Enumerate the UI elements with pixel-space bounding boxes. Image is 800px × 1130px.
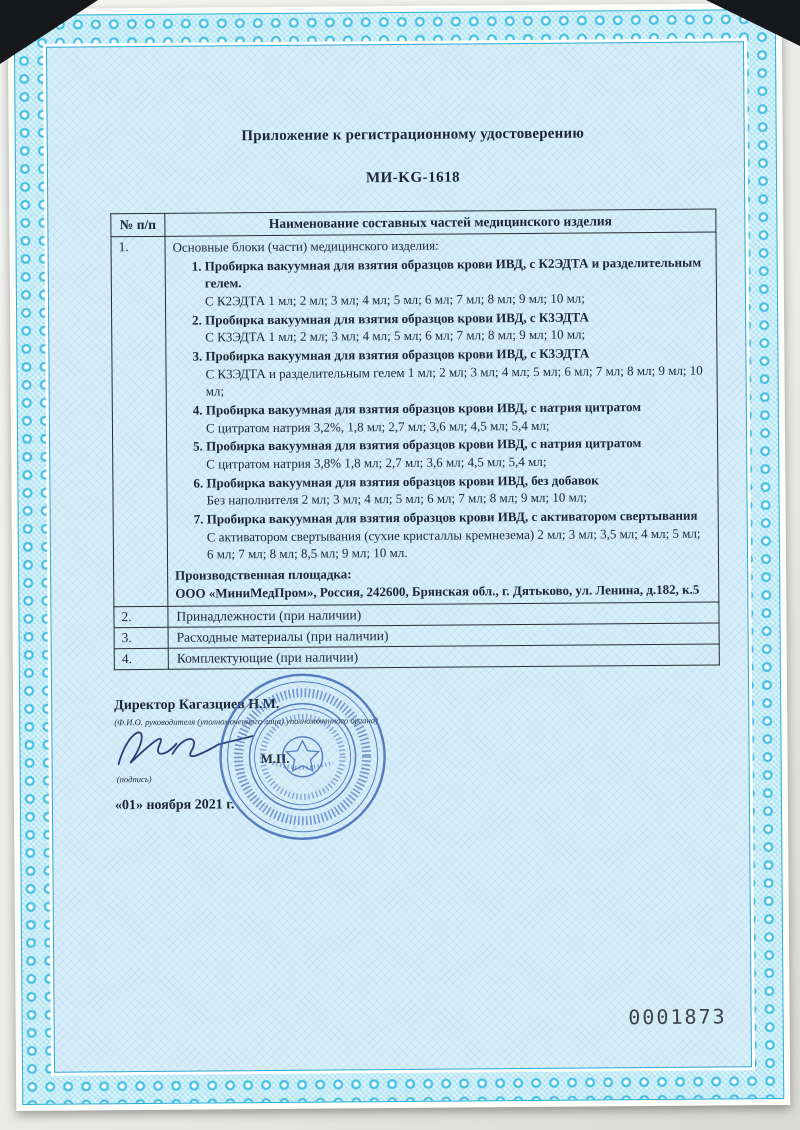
component-title: Пробирка вакуумная для взятия образцов крови ИВД, с натрия цитратом [206,435,642,454]
component-item [205,253,708,310]
signature-block [114,694,721,884]
component-item [206,470,709,509]
serial-number: 0001873 [628,1004,727,1030]
row-content: Комплектующие (при наличии) [168,644,719,669]
component-title: Пробирка вакуумная для взятия образцов крови ИВД, с натрия цитратом [205,399,642,418]
director-name-line: Директор Кагазциев Н.М. [114,697,280,714]
page-title: Приложение к регистрационному удостоверению [241,125,585,145]
component-detail: Без наполнителя 2 мл; 3 мл; 4 мл; 5 мл; 6 мл; 7 мл; 8 мл; 9 мл; 10 мл; [206,489,587,508]
row-content: Принадлежности (при наличии) [168,602,719,627]
component-detail: С цитратом натрия 3,8% 1,8 мл; 2,7 мл; 3,6 мл; 4,5 мл; 5,4 мл; [206,453,547,472]
component-detail: С активатором свертывания (сухие кристаллы кремнезема) 2 мл; 3 мл; 3,5 мл; 4 мл; 5 мл; 6 мл; 7 мл; 8 мл; 8,5 мл; 9 мл; 10 мл. [206,525,701,562]
component-item [207,507,710,564]
component-title: Пробирка вакуумная для взятия образцов крови ИВД, с К3ЭДТА [205,345,590,364]
component-item [206,434,709,473]
component-detail: С К3ЭДТА 1 мл; 2 мл; 3 мл; 4 мл; 5 мл; 6 мл; 7 мл; 8 мл; 9 мл; 10 мл; [205,326,586,345]
component-item [206,398,709,437]
director-caption: (Ф.И.О. руководителя (уполномоченного лица) уполномоченного органа) [114,715,379,728]
component-title: Пробирка вакуумная для взятия образцов крови ИВД, с активатором свертывания [206,507,698,527]
row-number: 1. [111,236,168,607]
table-row [114,644,719,670]
component-detail: С цитратом натрия 3,2%, 1,8 мл; 2,7 мл; 3,6 мл; 4,5 мл; 5,4 мл; [205,417,550,436]
certificate-field [46,41,752,1072]
component-list [173,253,710,564]
component-title: Пробирка вакуумная для взятия образцов крови ИВД, с К3ЭДТА [205,309,589,328]
certificate-number: МИ-KG-1618 [365,169,461,187]
round-seal-stamp [216,671,389,844]
component-detail: С К2ЭДТА 1 мл; 2 мл; 3 мл; 4 мл; 5 мл; 6 мл; 7 мл; 8 мл; 9 мл; 10 мл; [204,290,585,309]
column-header-name: Наименование составных частей медицинского изделия [165,209,716,236]
signature-caption: (подпись) [116,774,152,785]
date-line: «01» ноября 2021 г. [114,797,235,814]
certificate-sheet [8,3,791,1111]
components-intro: Основные блоки (части) медицинского изделия: [172,237,439,255]
production-site-address: ООО «МиниМедПром», Россия, 242600, Брянская обл., г. Дятьково, ул. Ленина, д.182, к.5 [175,581,700,601]
row-number: 3. [114,628,168,649]
row-number: 4. [114,649,168,670]
table-row [111,232,719,607]
component-detail: С К3ЭДТА и разделительным гелем 1 мл; 2 мл; 3 мл; 4 мл; 5 мл; 6 мл; 7 мл; 8 мл; 9 мл; 10 мл; [205,362,703,399]
row-number: 2. [114,607,168,628]
production-site-label: Производственная площадка: [175,566,352,583]
row-content: Расходные материалы (при наличии) [168,623,719,648]
row-content [165,232,719,607]
components-table [110,208,720,670]
component-item [205,307,708,346]
component-title: Пробирка вакуумная для взятия образцов крови ИВД, без добавок [206,472,599,491]
component-item [205,344,708,401]
column-header-number: № п/п [111,213,165,236]
component-title: Пробирка вакуумная для взятия образцов крови ИВД, с К2ЭДТА и разделительным гелем. [204,254,702,291]
seal-placement-label: М.П. [260,751,290,767]
